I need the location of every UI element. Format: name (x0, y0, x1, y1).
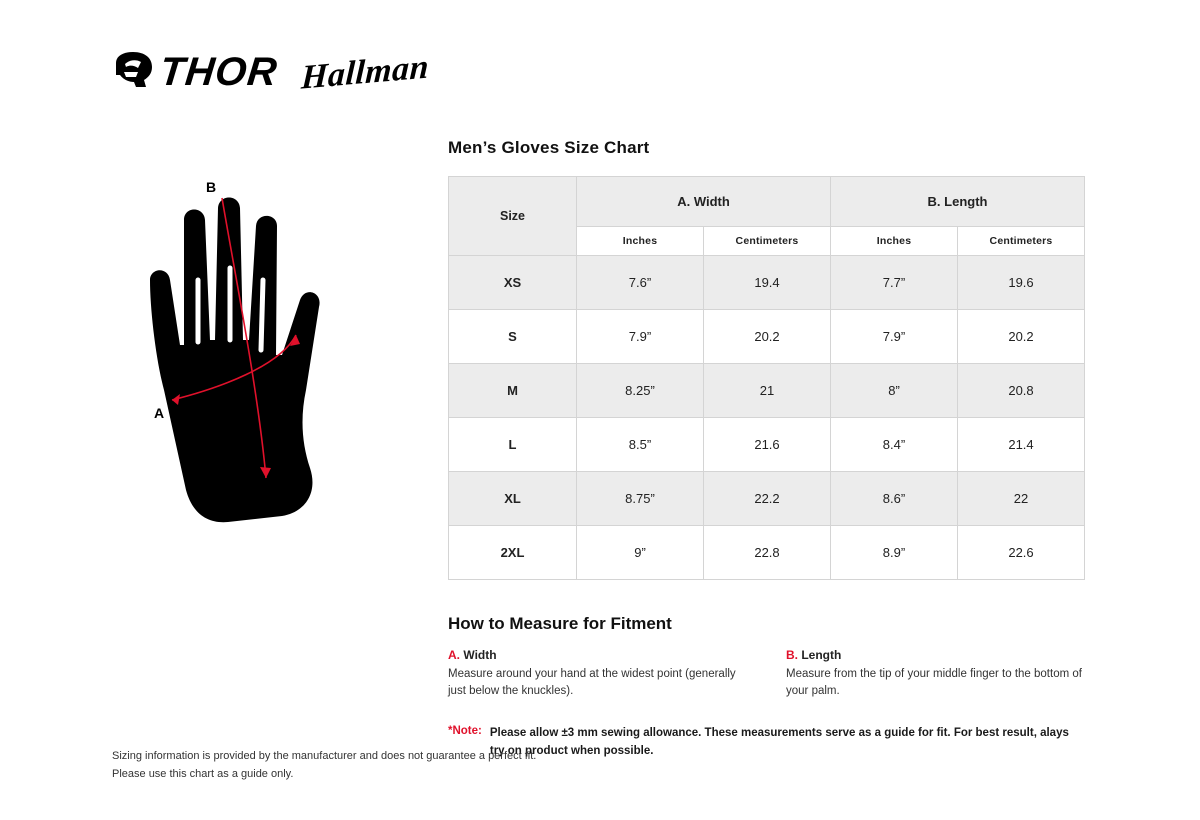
measure-length-heading (786, 648, 1086, 662)
cell-size: M (449, 364, 577, 418)
cell-width-inches: 8.25” (577, 364, 704, 418)
cell-width-cm: 22.2 (704, 472, 831, 526)
header-width-inches: Inches (577, 226, 704, 255)
size-chart-table (448, 176, 1085, 580)
table-row (449, 418, 1085, 472)
chart-content (448, 138, 1088, 760)
hallman-wordmark: Hallman (300, 47, 431, 97)
table-head (449, 177, 1085, 256)
cell-length-cm: 20.2 (958, 310, 1085, 364)
cell-width-cm: 19.4 (704, 256, 831, 310)
cell-width-cm: 21.6 (704, 418, 831, 472)
cell-width-cm: 20.2 (704, 310, 831, 364)
cell-width-inches: 7.6” (577, 256, 704, 310)
glove-illustration (110, 160, 430, 560)
thor-wordmark: THOR (157, 50, 280, 94)
cell-length-inches: 7.7” (831, 256, 958, 310)
glove-diagram-icon (110, 160, 430, 560)
header-length-centimeters: Centimeters (958, 226, 1085, 255)
header-width-centimeters: Centimeters (704, 226, 831, 255)
cell-width-inches: 7.9” (577, 310, 704, 364)
cell-length-inches: 7.9” (831, 310, 958, 364)
cell-size: S (449, 310, 577, 364)
header-length-group: B. Length (831, 177, 1085, 227)
cell-width-inches: 9” (577, 526, 704, 580)
cell-length-cm: 22 (958, 472, 1085, 526)
table-row (449, 256, 1085, 310)
cell-length-inches: 8.6” (831, 472, 958, 526)
cell-size: L (449, 418, 577, 472)
cell-width-cm: 22.8 (704, 526, 831, 580)
cell-length-cm: 21.4 (958, 418, 1085, 472)
measure-width-letter: A. (448, 648, 460, 662)
cell-length-cm: 22.6 (958, 526, 1085, 580)
thor-logo (112, 50, 280, 95)
header-width-group: A. Width (577, 177, 831, 227)
measure-length-name: Length (801, 648, 842, 662)
table-row (449, 472, 1085, 526)
cell-size: 2XL (449, 526, 577, 580)
measure-item-length (786, 648, 1086, 699)
table-row (449, 310, 1085, 364)
cell-length-inches: 8.4” (831, 418, 958, 472)
footer-disclaimer (112, 748, 536, 783)
cell-size: XL (449, 472, 577, 526)
cell-length-cm: 20.8 (958, 364, 1085, 418)
header-length-inches: Inches (831, 226, 958, 255)
table-body (449, 256, 1085, 580)
how-to-measure-section (448, 614, 1088, 760)
table-row (449, 526, 1085, 580)
measure-length-description: Measure from the tip of your middle finger to the bottom of your palm. (786, 668, 1082, 697)
note-label: *Note: (448, 725, 482, 738)
measure-length-letter: B. (786, 648, 798, 662)
note-text: Please allow ±3 mm sewing allowance. These measurements serve as a guide for fit. For best result, alays try on product when possible. (489, 727, 1069, 757)
cell-size: XS (449, 256, 577, 310)
footer-line-2: Please use this chart as a guide only. (112, 767, 294, 780)
cell-length-inches: 8” (831, 364, 958, 418)
page-title: Men’s Gloves Size Chart (448, 138, 650, 157)
thor-helmet-icon (112, 51, 156, 95)
cell-width-inches: 8.5” (577, 418, 704, 472)
cell-width-inches: 8.75” (577, 472, 704, 526)
cell-length-cm: 19.6 (958, 256, 1085, 310)
measure-width-description: Measure around your hand at the widest point (generally just below the knuckles). (448, 668, 736, 697)
footer-line-1: Sizing information is provided by the manufacturer and does not guarantee a perfect fit. (112, 750, 537, 762)
measure-width-name: Width (463, 648, 497, 662)
how-to-measure-title: How to Measure for Fitment (448, 614, 672, 633)
measure-item-width (448, 648, 748, 699)
note-block (448, 725, 1088, 760)
table-row (449, 364, 1085, 418)
brand-header (112, 47, 431, 97)
figure-label-b: B (206, 179, 217, 195)
figure-label-a: A (154, 405, 165, 421)
header-size: Size (449, 177, 577, 256)
measure-width-heading (448, 648, 748, 662)
cell-width-cm: 21 (704, 364, 831, 418)
cell-length-inches: 8.9” (831, 526, 958, 580)
